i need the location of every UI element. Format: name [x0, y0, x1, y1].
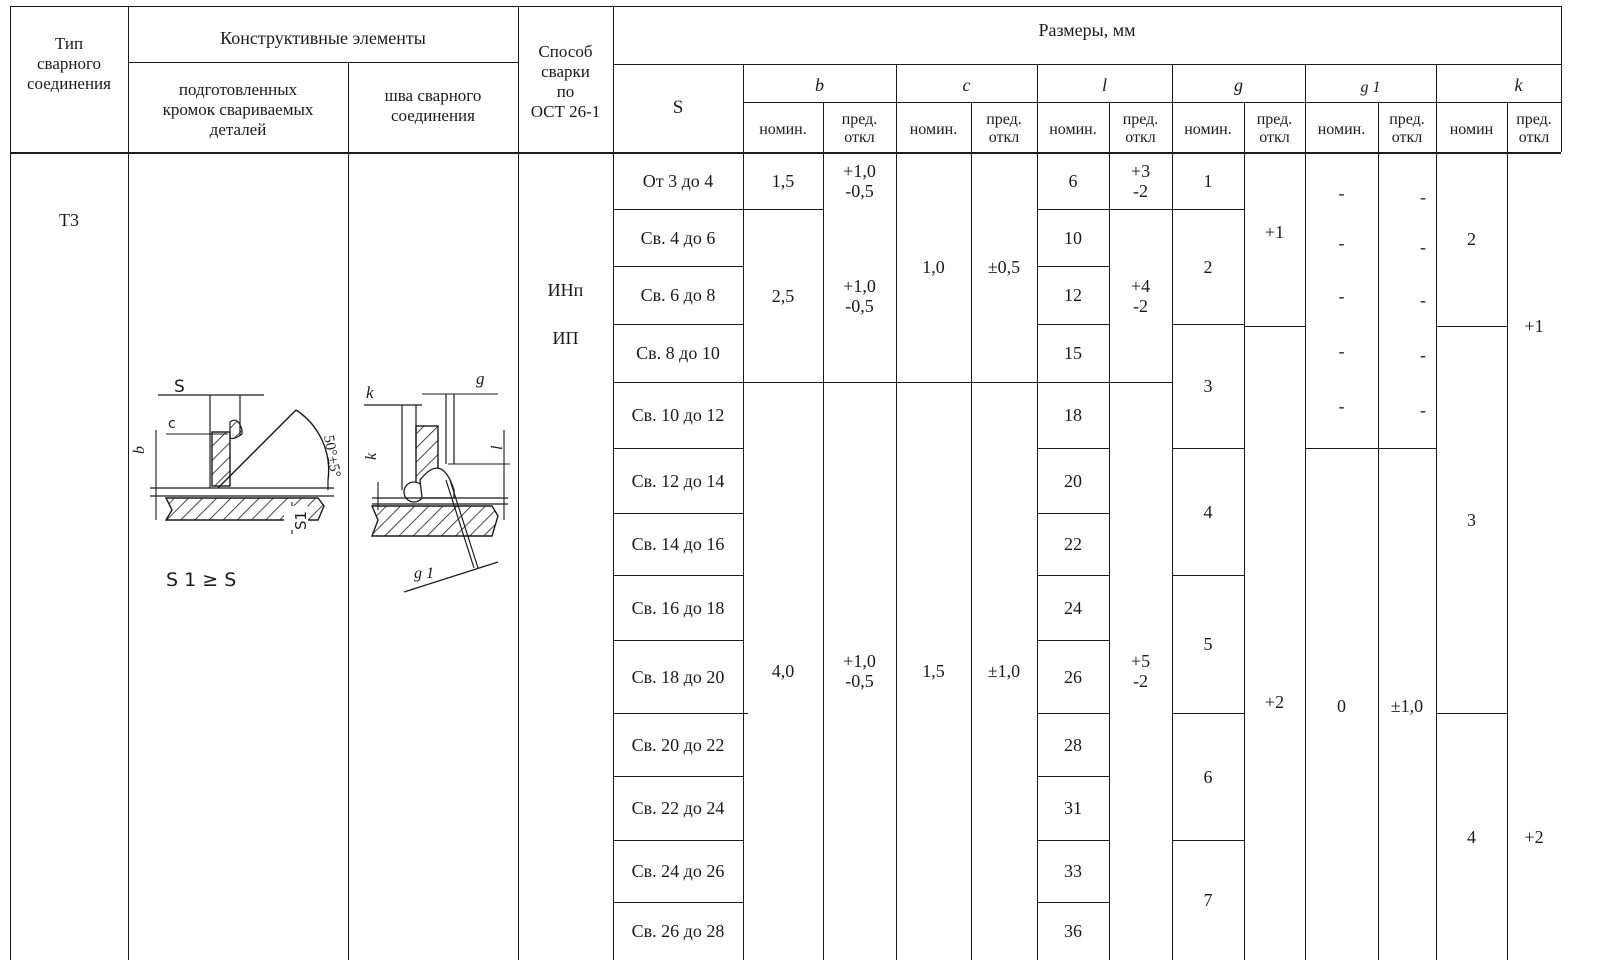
- g-nominal: 3: [1203, 376, 1213, 396]
- k-nominal: 3: [1467, 509, 1476, 530]
- row-s-range: Св. 20 до 22: [631, 734, 725, 755]
- g1-nominal: -: [1338, 232, 1345, 253]
- header-param-b: b: [815, 75, 824, 95]
- header-l-tolerance: пред. откл: [1122, 111, 1159, 146]
- joint-type-value: Т3: [59, 210, 79, 230]
- welding-method-value: ИНп ИП: [547, 280, 584, 348]
- g1-nominal: -: [1338, 182, 1345, 203]
- header-prepared-edges: подготовленных кромок свариваемых деталей: [162, 80, 314, 139]
- b-tolerance: +1,0 -0,5: [843, 651, 876, 691]
- k-nominal: 2: [1467, 229, 1476, 249]
- b-nominal: 1,5: [771, 170, 795, 191]
- header-g1-tolerance: пред. откл: [1389, 111, 1425, 146]
- header-c-tolerance: пред. откл: [986, 111, 1022, 146]
- l-nominal: 15: [1064, 343, 1082, 363]
- l-tolerance: +4 -2: [1130, 275, 1151, 316]
- g1-nominal: -: [1338, 285, 1345, 306]
- g-tolerance: +2: [1264, 692, 1285, 712]
- row-s-range: Св. 22 до 24: [631, 798, 725, 818]
- row-s-range: Св. 8 до 10: [636, 343, 720, 363]
- k-tolerance: +2: [1524, 826, 1544, 847]
- k-tolerance: +1: [1524, 316, 1544, 336]
- header-param-g: g: [1234, 75, 1243, 95]
- weld-seam-sketch: [348, 360, 518, 610]
- header-l-nominal: номин.: [1049, 121, 1097, 138]
- l-nominal: 20: [1064, 470, 1082, 491]
- b-nominal: 4,0: [771, 661, 795, 681]
- l-nominal: 24: [1064, 597, 1082, 618]
- edge-formula: S 1 ≥ S: [166, 569, 237, 591]
- b-tolerance: +1,0 -0,5: [843, 275, 876, 316]
- g1-nominal: 0: [1337, 696, 1346, 716]
- header-param-l: l: [1101, 75, 1107, 95]
- header-weld-seam: шва сварного соединения: [384, 86, 482, 125]
- g1-nominal: -: [1338, 340, 1345, 361]
- row-s-range: Св. 4 до 6: [640, 227, 716, 248]
- g-nominal: 2: [1203, 256, 1213, 277]
- l-nominal: 10: [1064, 227, 1082, 248]
- g-nominal: 6: [1203, 766, 1213, 787]
- header-k-tolerance: пред. откл: [1516, 111, 1552, 146]
- g-tolerance: +1: [1264, 222, 1285, 242]
- row-s-range: От 3 до 4: [642, 170, 714, 191]
- c-nominal: 1,5: [922, 661, 945, 681]
- l-nominal: 28: [1064, 734, 1082, 755]
- l-nominal: 33: [1064, 861, 1082, 881]
- row-s-range: Св. 26 до 28: [631, 921, 725, 941]
- header-s: S: [672, 97, 684, 118]
- seam-dim-k-side: k: [363, 452, 380, 460]
- row-s-range: Св. 10 до 12: [631, 405, 725, 425]
- row-s-range: Св. 14 до 16: [631, 534, 725, 554]
- l-nominal: 22: [1064, 534, 1082, 554]
- b-tolerance: +1,0 -0,5: [843, 160, 876, 201]
- c-tolerance: ±0,5: [987, 257, 1021, 277]
- c-tolerance: ±1,0: [987, 661, 1021, 681]
- header-g-tolerance: пред. откл: [1256, 111, 1293, 146]
- header-param-g1: g 1: [1360, 79, 1381, 96]
- seam-dim-l: l: [489, 445, 506, 450]
- edge-angle: 50°±5°: [320, 433, 344, 479]
- edge-dim-b: b: [131, 446, 148, 454]
- header-welding-method: Способ сварки по ОСТ 26-1: [530, 42, 601, 121]
- l-nominal: 6: [1068, 170, 1078, 191]
- grid-hline: [10, 6, 1561, 7]
- grid-hline: [743, 102, 1561, 103]
- row-s-range: Св. 16 до 18: [631, 597, 725, 618]
- grid-vline: [10, 6, 11, 960]
- grid-hline: [613, 64, 1561, 65]
- edge-dim-s1: S1: [292, 510, 310, 530]
- g-nominal: 4: [1203, 501, 1213, 522]
- seam-dim-g1: g 1: [414, 565, 434, 582]
- prepared-edges-sketch: [128, 360, 348, 610]
- g1-tolerance: -: [1420, 186, 1426, 207]
- row-s-range: Св. 18 до 20: [631, 666, 725, 687]
- header-k-nominal: номин: [1449, 121, 1494, 138]
- k-nominal: 4: [1467, 826, 1476, 847]
- g-nominal: 5: [1203, 634, 1213, 654]
- header-param-k: k: [1514, 75, 1523, 95]
- l-nominal: 26: [1064, 666, 1082, 687]
- row-s-range: Св. 6 до 8: [640, 285, 716, 305]
- seam-dim-g: g: [476, 369, 485, 388]
- g1-tolerance: -: [1420, 399, 1426, 420]
- g-nominal: 1: [1203, 170, 1213, 191]
- row-s-range: Св. 12 до 14: [631, 470, 725, 491]
- l-nominal: 12: [1064, 285, 1082, 305]
- header-b-nominal: номин.: [759, 121, 807, 138]
- header-b-tolerance: пред. откл: [841, 111, 878, 146]
- header-g-nominal: номин.: [1184, 121, 1232, 138]
- grid-vline: [518, 6, 519, 960]
- g1-tolerance: -: [1420, 289, 1426, 310]
- grid-hline: [128, 62, 518, 63]
- l-nominal: 18: [1064, 405, 1082, 425]
- g-nominal: 7: [1203, 890, 1213, 910]
- edge-dim-c: c: [168, 416, 176, 432]
- g1-tolerance: -: [1420, 344, 1426, 365]
- header-joint-type: Тип сварного соединения: [27, 34, 111, 93]
- l-tolerance: +3 -2: [1130, 160, 1151, 201]
- header-param-c: c: [962, 75, 971, 95]
- header-g1-nominal: номин.: [1317, 121, 1366, 138]
- l-tolerance: +5 -2: [1130, 651, 1151, 691]
- header-structural-elements: Конструктивные элементы: [220, 28, 426, 48]
- edge-dim-s: S: [174, 377, 185, 397]
- row-s-range: Св. 24 до 26: [631, 861, 725, 881]
- g1-tolerance: ±1,0: [1390, 696, 1424, 716]
- b-nominal: 2,5: [771, 285, 795, 306]
- l-nominal: 31: [1064, 798, 1082, 818]
- header-dimensions: Размеры, мм: [1038, 20, 1136, 40]
- g1-tolerance: -: [1420, 236, 1426, 257]
- l-nominal: 36: [1064, 921, 1082, 941]
- seam-dim-k-top: k: [366, 383, 374, 402]
- g1-nominal: -: [1338, 395, 1345, 416]
- header-c-nominal: номин.: [909, 121, 958, 138]
- c-nominal: 1,0: [922, 257, 945, 277]
